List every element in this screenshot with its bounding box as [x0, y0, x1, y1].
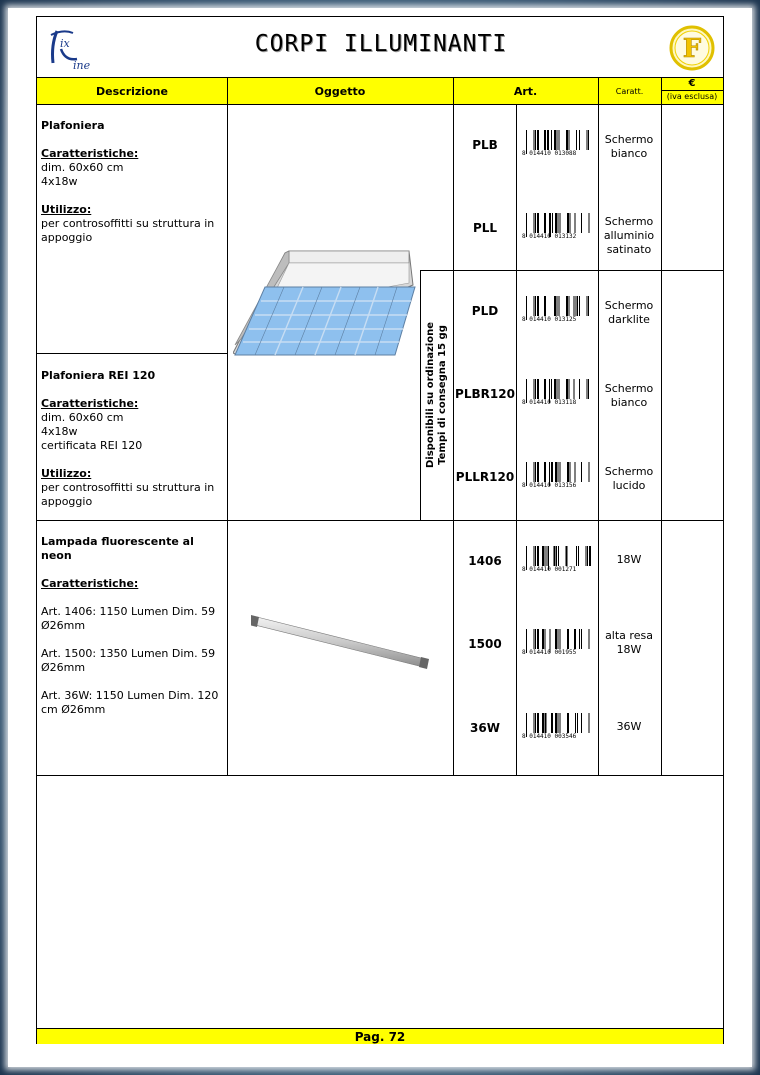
barcode-number: 8 014410 001271 [522, 566, 577, 573]
product-description-plafoniera [41, 119, 223, 245]
row-divider [37, 353, 227, 354]
availability-note [420, 271, 454, 519]
barcode-number: 8 014410 001955 [522, 649, 577, 656]
barcode-icon [522, 379, 592, 409]
barcode-icon [522, 296, 592, 326]
row-divider [37, 520, 723, 521]
article-characteristics [598, 133, 660, 161]
usage-line: per controsoffitti su struttura in [41, 481, 215, 494]
usage-line: per controsoffitti su struttura in [41, 217, 215, 230]
characteristics-line: 18W [616, 643, 642, 656]
characteristic-line: 4x18w [41, 175, 78, 188]
characteristics-line: Schermo [604, 465, 654, 478]
catalog-page [36, 16, 724, 1044]
characteristics-line: satinato [606, 243, 652, 256]
article-characteristics [598, 382, 660, 410]
row-divider [37, 775, 723, 776]
article-code: PLD [471, 304, 499, 318]
characteristic-line: 4x18w [41, 425, 78, 438]
product-description-lampada [41, 535, 223, 717]
characteristics-label: Caratteristiche: [41, 577, 139, 590]
col-header-price [661, 78, 723, 104]
page-title: CORPI ILLUMINANTI [254, 31, 508, 57]
characteristic-line: cm Ø26mm [41, 703, 106, 716]
product-name: Plafoniera REI 120 [41, 369, 156, 382]
characteristics-line: bianco [610, 396, 648, 409]
barcode-number: 8 014410 003546 [522, 733, 577, 740]
product-name: Lampada fluorescente al neon [41, 535, 194, 562]
article-characteristics [598, 299, 660, 327]
characteristics-line: 18W [616, 553, 642, 566]
article-code: PLLR120 [455, 470, 515, 484]
article-characteristics [598, 465, 660, 493]
article-code: PLBR120 [455, 387, 515, 401]
page-footer [37, 1028, 723, 1044]
article-characteristics [598, 720, 660, 734]
usage-label: Utilizzo: [41, 203, 92, 216]
row-divider [453, 270, 723, 271]
characteristic-line: Art. 1406: 1150 Lumen Dim. 59 [41, 605, 216, 618]
characteristics-line: Schermo [604, 299, 654, 312]
col-divider [516, 104, 517, 775]
product-name: Plafoniera [41, 119, 105, 132]
usage-line: appoggio [41, 231, 93, 244]
barcode-icon [522, 546, 592, 576]
col-header-caratt: Caratt. [615, 86, 644, 96]
characteristic-line: Ø26mm [41, 661, 86, 674]
article-code: 1406 [468, 554, 502, 568]
usage-line: appoggio [41, 495, 93, 508]
characteristics-line: alta resa [605, 629, 653, 642]
characteristic-line: Art. 36W: 1150 Lumen Dim. 120 [41, 689, 219, 702]
characteristics-label: Caratteristiche: [41, 397, 139, 410]
barcode-number: 8 014410 013088 [522, 150, 577, 157]
svg-text:ix: ix [60, 37, 70, 50]
characteristic-line: Art. 1500: 1350 Lumen Dim. 59 [41, 647, 216, 660]
col-divider [661, 77, 662, 775]
f-badge-letter: F [682, 34, 702, 64]
characteristics-line: bianco [610, 147, 648, 160]
barcode-number: 8 014410 013156 [522, 482, 577, 489]
product-description-plafoniera-rei [41, 369, 223, 509]
col-header-oggetto: Oggetto [314, 84, 366, 98]
article-code: 36W [470, 721, 500, 735]
barcode-number: 8 014410 013118 [522, 399, 577, 406]
col-divider [227, 77, 228, 775]
col-divider [598, 77, 599, 775]
characteristic-line: dim. 60x60 cm [41, 411, 124, 424]
f-badge-icon [669, 25, 715, 71]
article-code: PLL [472, 221, 498, 235]
characteristics-line: alluminio [603, 229, 655, 242]
barcode-icon [522, 629, 592, 659]
barcode-icon [522, 213, 592, 243]
article-characteristics [598, 629, 660, 657]
characteristics-line: Schermo [604, 382, 654, 395]
svg-text:ine: ine [73, 59, 91, 69]
barcode-number: 8 014410 013125 [522, 316, 577, 323]
characteristic-line: dim. 60x60 cm [41, 161, 124, 174]
euro-symbol: € [688, 78, 696, 89]
characteristic-line: certificata REI 120 [41, 439, 143, 452]
barcode-number: 8 014410 013132 [522, 233, 577, 240]
barcode-icon [522, 713, 592, 743]
availability-line: Disponibili su ordinazione [425, 321, 436, 469]
characteristics-line: lucido [612, 479, 646, 492]
characteristics-line: Schermo [604, 215, 654, 228]
usage-label: Utilizzo: [41, 467, 92, 480]
article-code: PLB [472, 138, 498, 152]
col-header-art: Art. [513, 84, 538, 98]
barcode-icon [522, 130, 592, 160]
neon-tube-image [251, 611, 431, 671]
characteristics-line: 36W [616, 720, 642, 733]
ceiling-light-image [233, 249, 417, 359]
col-header-descrizione: Descrizione [96, 84, 168, 98]
rule [37, 104, 723, 105]
characteristics-line: darklite [608, 313, 650, 326]
characteristics-line: Schermo [604, 133, 654, 146]
article-code: 1500 [468, 637, 502, 651]
page-number: Pag. 72 [354, 1029, 406, 1044]
article-characteristics [598, 553, 660, 567]
characteristics-label: Caratteristiche: [41, 147, 139, 160]
characteristic-line: Ø26mm [41, 619, 86, 632]
barcode-icon [522, 462, 592, 492]
availability-line: Tempi di consegna 15 gg [437, 325, 448, 465]
iva-note: (iva esclusa) [661, 90, 723, 102]
article-characteristics [598, 215, 660, 257]
